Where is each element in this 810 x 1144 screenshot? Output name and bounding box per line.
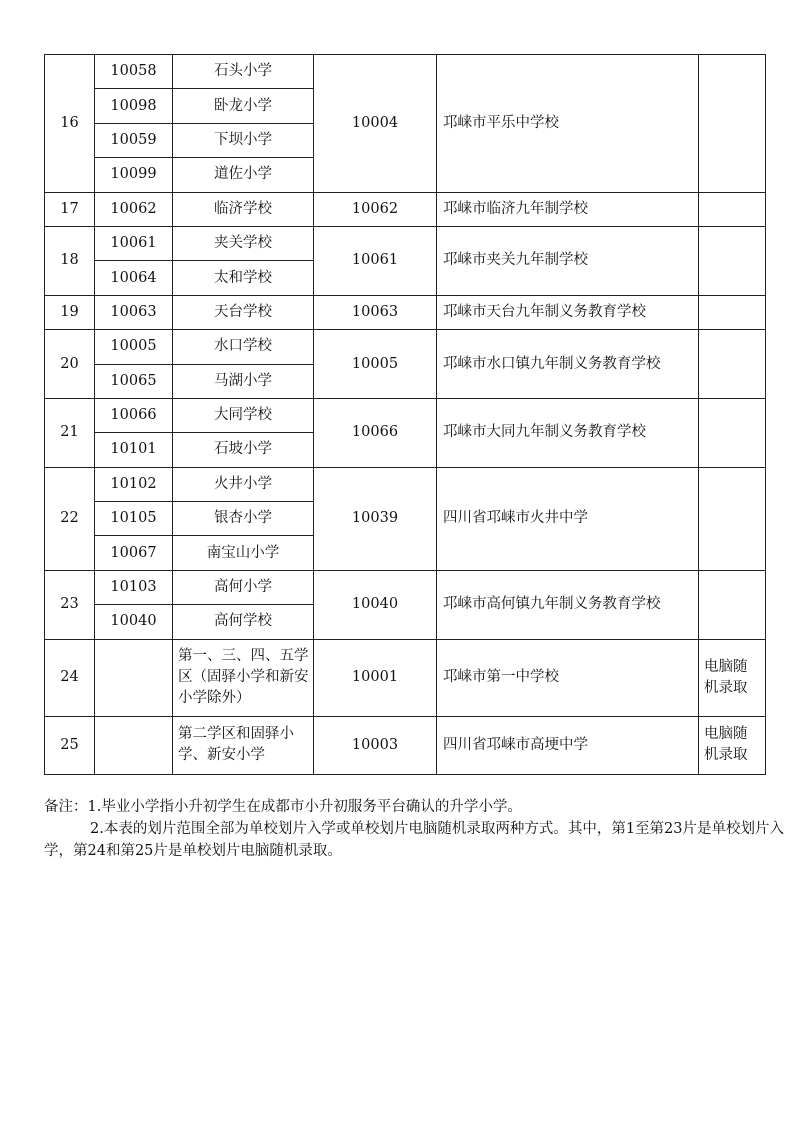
middle-school-code: 10039 xyxy=(314,467,437,570)
group-number: 16 xyxy=(45,55,95,193)
table-body xyxy=(45,55,766,775)
primary-school-code: 10099 xyxy=(95,158,173,192)
primary-school-name: 第二学区和固驿小学、新安小学 xyxy=(173,716,314,774)
table-row xyxy=(45,716,766,774)
note-line-2: 2.本表的划片范围全部为单校划片入学或单校划片电脑随机录取两种方式。其中，第1至第23片是单校划片入学，第24和第25片是单校划片电脑随机录取。 xyxy=(44,821,785,859)
primary-school-code: 10040 xyxy=(95,605,173,639)
middle-school-code: 10062 xyxy=(314,192,437,226)
remark xyxy=(699,295,766,329)
table-row xyxy=(45,639,766,716)
middle-school-name: 邛崃市水口镇九年制义务教育学校 xyxy=(437,330,699,399)
primary-school-name: 石头小学 xyxy=(173,55,314,89)
primary-school-name: 高何学校 xyxy=(173,605,314,639)
primary-school-code: 10064 xyxy=(95,261,173,295)
primary-school-code: 10067 xyxy=(95,536,173,570)
middle-school-code: 10061 xyxy=(314,226,437,295)
table-row xyxy=(45,570,766,604)
remark: 电脑随机录取 xyxy=(699,639,766,716)
group-number: 25 xyxy=(45,716,95,774)
table-row xyxy=(45,226,766,260)
middle-school-code: 10003 xyxy=(314,716,437,774)
primary-school-name: 大同学校 xyxy=(173,398,314,432)
group-number: 18 xyxy=(45,226,95,295)
middle-school-name: 四川省邛崃市高埂中学 xyxy=(437,716,699,774)
middle-school-code: 10004 xyxy=(314,55,437,193)
middle-school-name: 邛崃市第一中学校 xyxy=(437,639,699,716)
notes-section xyxy=(44,796,784,862)
primary-school-name: 马湖小学 xyxy=(173,364,314,398)
primary-school-code: 10098 xyxy=(95,89,173,123)
middle-school-code: 10066 xyxy=(314,398,437,467)
remark xyxy=(699,192,766,226)
table-row xyxy=(45,192,766,226)
district-assignment-table xyxy=(44,54,766,775)
primary-school-name: 第一、三、四、五学区（固驿小学和新安小学除外） xyxy=(173,639,314,716)
group-number: 24 xyxy=(45,639,95,716)
remark xyxy=(699,55,766,193)
primary-school-code: 10063 xyxy=(95,295,173,329)
primary-school-code: 10005 xyxy=(95,330,173,364)
primary-school-code: 10105 xyxy=(95,502,173,536)
primary-school-name: 高何小学 xyxy=(173,570,314,604)
primary-school-name: 太和学校 xyxy=(173,261,314,295)
middle-school-code: 10001 xyxy=(314,639,437,716)
primary-school-code: 10058 xyxy=(95,55,173,89)
table-row xyxy=(45,295,766,329)
remark xyxy=(699,330,766,399)
middle-school-name: 邛崃市平乐中学校 xyxy=(437,55,699,193)
primary-school-code: 10101 xyxy=(95,433,173,467)
group-number: 21 xyxy=(45,398,95,467)
middle-school-name: 邛崃市大同九年制义务教育学校 xyxy=(437,398,699,467)
table-row xyxy=(45,330,766,364)
primary-school-code: 10059 xyxy=(95,123,173,157)
remark xyxy=(699,570,766,639)
group-number: 20 xyxy=(45,330,95,399)
remark xyxy=(699,226,766,295)
middle-school-name: 邛崃市夹关九年制学校 xyxy=(437,226,699,295)
middle-school-code: 10005 xyxy=(314,330,437,399)
primary-school-code xyxy=(95,716,173,774)
primary-school-name: 道佐小学 xyxy=(173,158,314,192)
primary-school-code: 10065 xyxy=(95,364,173,398)
group-number: 22 xyxy=(45,467,95,570)
middle-school-code: 10040 xyxy=(314,570,437,639)
note-line-1: 备注：1.毕业小学指小升初学生在成都市小升初服务平台确认的升学小学。 xyxy=(44,799,522,815)
primary-school-code xyxy=(95,639,173,716)
primary-school-name: 石坡小学 xyxy=(173,433,314,467)
group-number: 23 xyxy=(45,570,95,639)
primary-school-name: 南宝山小学 xyxy=(173,536,314,570)
primary-school-code: 10066 xyxy=(95,398,173,432)
primary-school-name: 临济学校 xyxy=(173,192,314,226)
group-number: 17 xyxy=(45,192,95,226)
group-number: 19 xyxy=(45,295,95,329)
table-row xyxy=(45,55,766,89)
middle-school-name: 邛崃市天台九年制义务教育学校 xyxy=(437,295,699,329)
remark: 电脑随机录取 xyxy=(699,716,766,774)
primary-school-name: 火井小学 xyxy=(173,467,314,501)
middle-school-name: 四川省邛崃市火井中学 xyxy=(437,467,699,570)
table-row xyxy=(45,467,766,501)
primary-school-name: 卧龙小学 xyxy=(173,89,314,123)
primary-school-name: 天台学校 xyxy=(173,295,314,329)
table-row xyxy=(45,398,766,432)
primary-school-code: 10103 xyxy=(95,570,173,604)
middle-school-name: 邛崃市临济九年制学校 xyxy=(437,192,699,226)
middle-school-code: 10063 xyxy=(314,295,437,329)
primary-school-name: 下坝小学 xyxy=(173,123,314,157)
middle-school-name: 邛崃市高何镇九年制义务教育学校 xyxy=(437,570,699,639)
primary-school-name: 水口学校 xyxy=(173,330,314,364)
remark xyxy=(699,398,766,467)
primary-school-code: 10062 xyxy=(95,192,173,226)
remark xyxy=(699,467,766,570)
primary-school-name: 夹关学校 xyxy=(173,226,314,260)
primary-school-code: 10061 xyxy=(95,226,173,260)
primary-school-code: 10102 xyxy=(95,467,173,501)
primary-school-name: 银杏小学 xyxy=(173,502,314,536)
